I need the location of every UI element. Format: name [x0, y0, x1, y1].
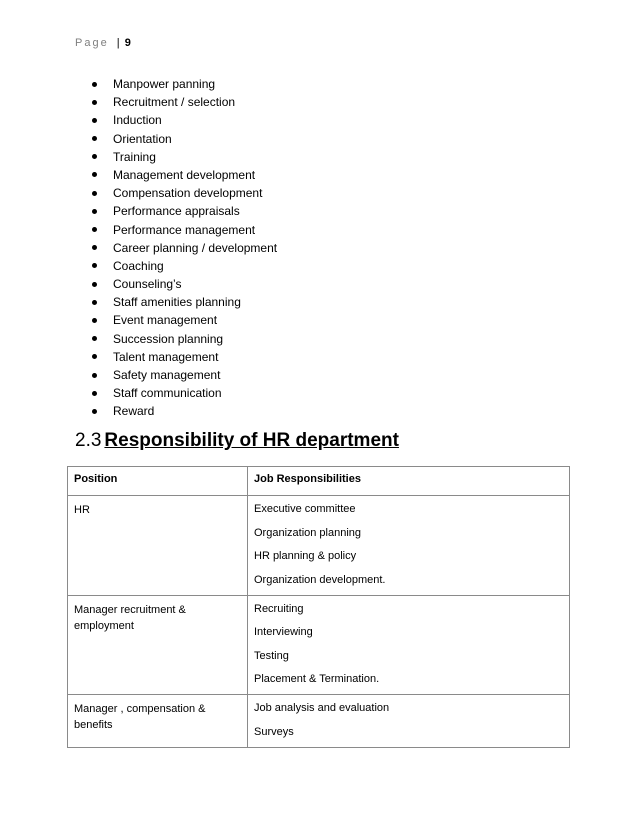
list-item: Manpower panning [90, 75, 277, 93]
page-separator: | [116, 37, 120, 49]
section-number: 2.3 [75, 430, 102, 451]
list-item: Safety management [90, 366, 277, 384]
list-item: Career planning / development [90, 239, 277, 257]
section-heading [75, 430, 399, 452]
list-item: Counseling’s [90, 275, 277, 293]
responsibilities-cell: Recruiting Interviewing Testing Placement & Termination. [248, 595, 570, 695]
list-item: Staff communication [90, 384, 277, 402]
table-row [68, 695, 570, 748]
bullet-icon [92, 336, 97, 341]
list-item: Reward [90, 402, 277, 420]
list-item: Staff amenities planning [90, 293, 277, 311]
list-item: Performance appraisals [90, 202, 277, 220]
list-item: Induction [90, 111, 277, 129]
list-item: Recruitment / selection [90, 93, 277, 111]
position-cell: HR [68, 496, 248, 596]
bullet-icon [92, 136, 97, 141]
table-header-row [68, 467, 570, 496]
hr-functions-list [90, 75, 277, 421]
bullet-icon [92, 282, 97, 287]
bullet-icon [92, 318, 97, 323]
bullet-icon [92, 118, 97, 123]
list-item: Compensation development [90, 184, 277, 202]
bullet-icon [92, 263, 97, 268]
page-label: Page [75, 37, 109, 49]
page-number: 9 [124, 37, 131, 49]
bullet-icon [92, 227, 97, 232]
bullet-icon [92, 209, 97, 214]
bullet-icon [92, 154, 97, 159]
bullet-icon [92, 373, 97, 378]
bullet-icon [92, 172, 97, 177]
column-header-responsibilities: Job Responsibilities [248, 467, 570, 496]
bullet-icon [92, 245, 97, 250]
column-header-position: Position [68, 467, 248, 496]
bullet-icon [92, 100, 97, 105]
bullet-icon [92, 409, 97, 414]
bullet-icon [92, 391, 97, 396]
responsibilities-cell: Executive committee Organization planning HR planning & policy Organization development. [248, 496, 570, 596]
bullet-icon [92, 82, 97, 87]
list-item: Event management [90, 311, 277, 329]
position-cell: Manager , compensation & benefits [68, 695, 248, 748]
bullet-icon [92, 354, 97, 359]
bullet-icon [92, 191, 97, 196]
list-item: Training [90, 148, 277, 166]
list-item: Talent management [90, 348, 277, 366]
section-title: Responsibility of HR department [104, 430, 399, 451]
responsibilities-cell: Job analysis and evaluation Surveys [248, 695, 570, 748]
table-row [68, 595, 570, 695]
responsibilities-table [67, 466, 570, 748]
list-item: Coaching [90, 257, 277, 275]
list-item: Performance management [90, 221, 277, 239]
bullet-icon [92, 300, 97, 305]
list-item: Succession planning [90, 330, 277, 348]
list-item: Management development [90, 166, 277, 184]
page-header [75, 37, 131, 49]
position-cell: Manager recruitment & employment [68, 595, 248, 695]
list-item: Orientation [90, 130, 277, 148]
table-row [68, 496, 570, 596]
